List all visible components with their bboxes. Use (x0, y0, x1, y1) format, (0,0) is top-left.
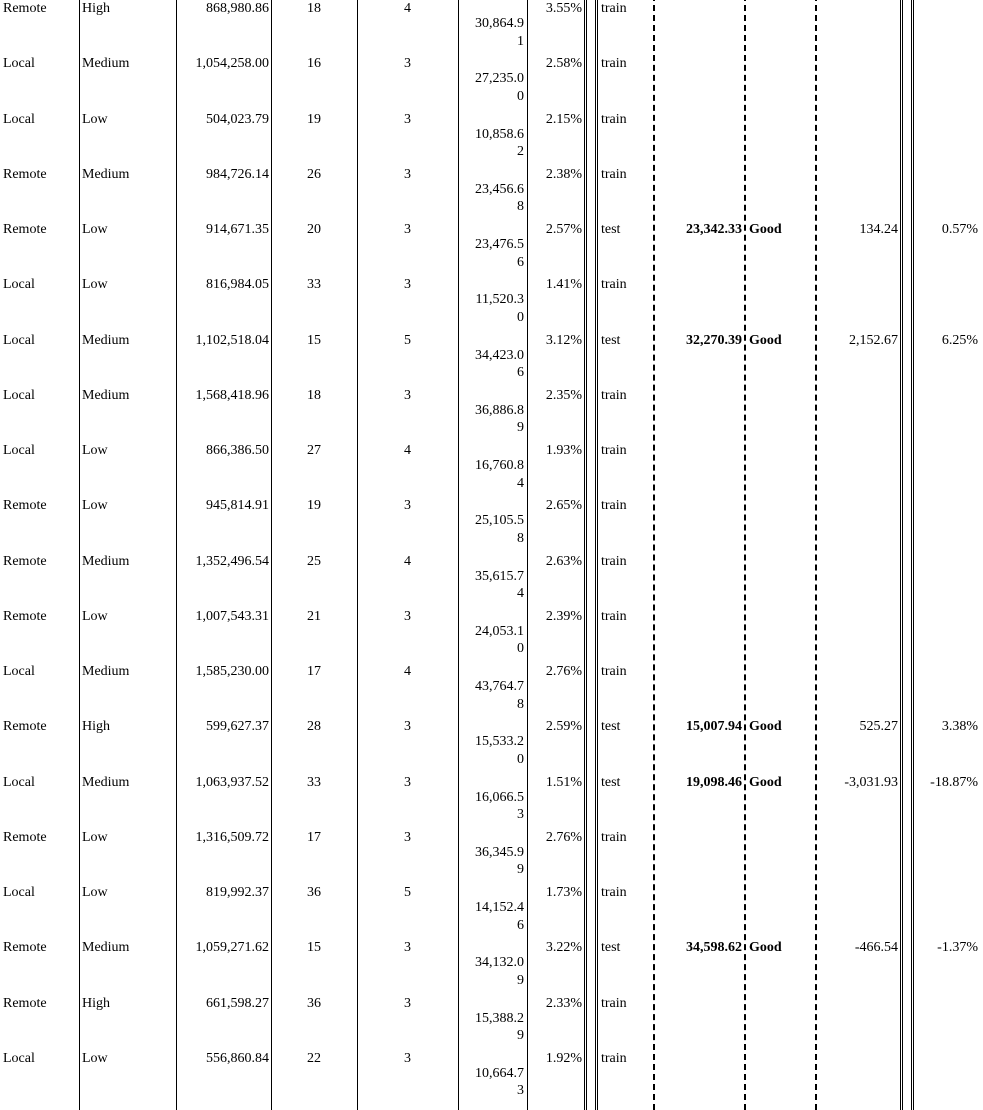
rank-cell: 3 (404, 166, 411, 182)
split-cell: train (601, 111, 627, 127)
diff-cell (818, 111, 898, 128)
count-cell: 21 (307, 608, 321, 624)
rating-cell (749, 608, 813, 625)
rank-cell: 4 (404, 553, 411, 569)
value-cell-tail: 0 (517, 309, 524, 325)
location-cell: Remote (3, 829, 47, 845)
level-cell: Low (82, 885, 108, 900)
amount-cell: 1,352,496.54 (195, 553, 269, 569)
level-cell: Medium (82, 166, 130, 182)
percent-cell: 1.73% (545, 885, 582, 900)
value-cell-main: 11,520.3 (475, 292, 524, 308)
diff-pct-cell (915, 55, 978, 72)
value-cell-tail: 0 (517, 641, 524, 657)
percent-cell: 2.65% (545, 498, 582, 514)
rating-cell (749, 55, 813, 72)
level-cell: Low (82, 111, 108, 127)
split-cell: train (601, 608, 627, 624)
level-cell: Low (82, 277, 108, 293)
value-cell (460, 291, 524, 326)
count-cell: 15 (307, 940, 321, 956)
diff-pct-cell (915, 884, 978, 901)
column-divider (357, 0, 358, 1110)
value-cell-main: 15,533.2 (475, 734, 524, 750)
value-cell-main: 23,456.6 (475, 181, 524, 197)
count-cell: 33 (307, 774, 321, 790)
diff-pct-cell (915, 553, 978, 570)
percent-cell: 2.39% (545, 608, 582, 624)
location-cell: Remote (3, 995, 47, 1011)
split-cell: train (601, 664, 627, 679)
rating-cell (749, 0, 813, 17)
value-cell (460, 733, 524, 768)
rating-cell: Good (749, 719, 782, 735)
amount-cell: 556,860.84 (206, 1050, 269, 1066)
value-cell (460, 457, 524, 492)
percent-cell: 2.35% (545, 387, 582, 403)
percent-cell: 3.12% (545, 332, 582, 348)
value-cell (460, 844, 524, 879)
percent-cell: 1.92% (545, 1050, 582, 1066)
diff-cell: -466.54 (854, 940, 898, 956)
value-cell (460, 181, 524, 216)
diff-pct-cell (915, 276, 978, 293)
column-divider (458, 0, 459, 1110)
value-cell-tail: 1 (517, 33, 524, 49)
diff-cell (818, 442, 898, 459)
rank-cell: 3 (404, 940, 411, 956)
split-cell: test (601, 774, 621, 790)
column-divider (176, 0, 177, 1110)
location-cell: Local (3, 664, 35, 679)
rating-cell (749, 276, 813, 293)
count-cell: 36 (307, 885, 321, 900)
location-cell: Remote (3, 553, 47, 569)
rank-cell: 3 (404, 995, 411, 1011)
diff-cell (818, 553, 898, 570)
level-cell: Low (82, 1050, 108, 1066)
amount-cell: 1,568,418.96 (195, 387, 269, 403)
rating-cell (749, 553, 813, 570)
diff-pct-cell: -1.37% (937, 940, 978, 956)
diff-pct-cell: -18.87% (930, 774, 978, 790)
amount-cell: 914,671.35 (206, 222, 269, 237)
count-cell: 19 (307, 111, 321, 127)
rank-cell: 4 (404, 443, 411, 458)
diff-pct-cell (915, 111, 978, 128)
diff-pct-cell: 6.25% (941, 332, 978, 348)
value-cell-tail: 3 (517, 1083, 524, 1099)
diff-pct-cell: 3.38% (941, 719, 978, 735)
percent-cell: 2.33% (545, 995, 582, 1011)
value-cell-main: 43,764.7 (475, 679, 524, 694)
location-cell: Local (3, 277, 35, 293)
count-cell: 18 (307, 387, 321, 403)
column-divider (527, 0, 528, 1110)
predicted-cell: 32,270.39 (686, 332, 742, 348)
rating-cell: Good (749, 222, 782, 237)
value-cell-main: 15,388.2 (475, 1010, 524, 1026)
location-cell: Local (3, 387, 35, 403)
value-cell-main: 16,066.5 (475, 789, 524, 805)
amount-cell: 819,992.37 (206, 885, 269, 900)
rating-cell (749, 663, 813, 680)
value-cell-tail: 9 (517, 972, 524, 988)
amount-cell: 866,386.50 (206, 443, 269, 458)
column-divider (271, 0, 272, 1110)
predicted-cell (657, 995, 742, 1012)
percent-cell: 1.93% (545, 443, 582, 458)
rank-cell: 5 (404, 332, 411, 348)
value-cell (460, 568, 524, 603)
rating-cell (749, 442, 813, 459)
location-cell: Local (3, 56, 35, 72)
rating-cell (749, 995, 813, 1012)
rating-cell (749, 884, 813, 901)
value-cell-tail: 0 (517, 751, 524, 767)
percent-cell: 3.22% (545, 940, 582, 956)
diff-cell (818, 55, 898, 72)
value-cell (460, 954, 524, 989)
level-cell: Medium (82, 940, 130, 956)
diff-pct-cell (915, 1050, 978, 1067)
predicted-cell (657, 442, 742, 459)
split-cell: test (601, 332, 621, 348)
rating-cell (749, 829, 813, 846)
rank-cell: 3 (404, 277, 411, 293)
location-cell: Remote (3, 166, 47, 182)
column-divider-double (911, 0, 914, 1110)
split-cell: train (601, 498, 627, 514)
value-cell-tail: 6 (517, 917, 524, 933)
rank-cell: 3 (404, 498, 411, 514)
level-cell: High (82, 1, 110, 16)
diff-pct-cell (915, 387, 978, 404)
predicted-cell (657, 663, 742, 680)
location-cell: Remote (3, 1, 47, 16)
location-cell: Remote (3, 498, 47, 514)
predicted-cell: 15,007.94 (686, 719, 742, 735)
value-cell (460, 678, 524, 713)
value-cell (460, 15, 524, 50)
value-cell (460, 402, 524, 437)
level-cell: Low (82, 608, 108, 624)
rank-cell: 3 (404, 774, 411, 790)
value-cell (460, 126, 524, 161)
percent-cell: 2.57% (545, 222, 582, 237)
value-cell (460, 899, 524, 934)
split-cell: train (601, 56, 627, 72)
percent-cell: 1.41% (545, 277, 582, 293)
diff-cell (818, 884, 898, 901)
level-cell: Medium (82, 553, 130, 569)
value-cell-main: 10,664.7 (475, 1065, 524, 1081)
column-divider-dashed (815, 0, 817, 1110)
split-cell: test (601, 940, 621, 956)
amount-cell: 984,726.14 (206, 166, 269, 182)
level-cell: Medium (82, 387, 130, 403)
predicted-cell (657, 55, 742, 72)
value-cell-main: 35,615.7 (475, 568, 524, 584)
value-cell-tail: 4 (517, 475, 524, 491)
value-cell-tail: 4 (517, 586, 524, 601)
diff-pct-cell (915, 829, 978, 846)
count-cell: 27 (307, 443, 321, 458)
split-cell: train (601, 387, 627, 403)
predicted-cell (657, 111, 742, 128)
split-cell: train (601, 166, 627, 182)
predicted-cell (657, 884, 742, 901)
level-cell: Low (82, 443, 108, 458)
location-cell: Local (3, 443, 35, 458)
rank-cell: 3 (404, 56, 411, 72)
location-cell: Local (3, 885, 35, 900)
amount-cell: 1,585,230.00 (195, 664, 269, 679)
percent-cell: 2.38% (545, 166, 582, 182)
location-cell: Local (3, 332, 35, 348)
rating-cell (749, 166, 813, 183)
split-cell: train (601, 885, 627, 900)
predicted-cell: 19,098.46 (686, 774, 742, 790)
level-cell: High (82, 995, 110, 1011)
value-cell-main: 36,886.8 (475, 402, 524, 418)
split-cell: test (601, 222, 621, 237)
column-divider-double (595, 0, 598, 1110)
rank-cell: 5 (404, 885, 411, 900)
count-cell: 17 (307, 829, 321, 845)
amount-cell: 816,984.05 (206, 277, 269, 293)
value-cell (460, 1010, 524, 1045)
value-cell-tail: 9 (517, 420, 524, 436)
location-cell: Local (3, 774, 35, 790)
level-cell: Low (82, 222, 108, 237)
count-cell: 36 (307, 995, 321, 1011)
diff-cell: 2,152.67 (849, 332, 898, 348)
percent-cell: 2.15% (545, 111, 582, 127)
count-cell: 20 (307, 222, 321, 237)
count-cell: 17 (307, 664, 321, 679)
amount-cell: 1,102,518.04 (195, 332, 269, 348)
predicted-cell (657, 829, 742, 846)
level-cell: Low (82, 498, 108, 514)
value-cell-main: 27,235.0 (475, 71, 524, 87)
count-cell: 22 (307, 1050, 321, 1066)
rank-cell: 3 (404, 387, 411, 403)
amount-cell: 1,007,543.31 (195, 608, 269, 624)
value-cell-main: 25,105.5 (475, 513, 524, 529)
amount-cell: 661,598.27 (206, 995, 269, 1011)
diff-cell: 134.24 (859, 222, 898, 237)
amount-cell: 1,063,937.52 (195, 774, 269, 790)
level-cell: Medium (82, 332, 130, 348)
rank-cell: 3 (404, 719, 411, 735)
predicted-cell (657, 276, 742, 293)
value-cell-main: 36,345.9 (475, 844, 524, 860)
percent-cell: 2.76% (545, 664, 582, 679)
value-cell-tail: 8 (517, 696, 524, 712)
value-cell (460, 623, 524, 658)
diff-pct-cell (915, 0, 978, 17)
diff-cell (818, 663, 898, 680)
split-cell: train (601, 1, 627, 16)
value-cell-tail: 6 (517, 254, 524, 270)
rating-cell: Good (749, 332, 782, 348)
level-cell: Medium (82, 664, 130, 679)
rating-cell (749, 111, 813, 128)
value-cell-tail: 9 (517, 1028, 524, 1043)
level-cell: Medium (82, 56, 130, 72)
location-cell: Remote (3, 940, 47, 956)
count-cell: 25 (307, 553, 321, 569)
level-cell: Medium (82, 774, 130, 790)
value-cell (460, 1065, 524, 1100)
diff-cell (818, 166, 898, 183)
diff-pct-cell (915, 608, 978, 625)
value-cell (460, 512, 524, 547)
percent-cell: 1.51% (545, 774, 582, 790)
location-cell: Remote (3, 608, 47, 624)
percent-cell: 2.76% (545, 829, 582, 845)
split-cell: train (601, 995, 627, 1011)
column-divider-dashed (744, 0, 746, 1110)
split-cell: train (601, 277, 627, 293)
rank-cell: 3 (404, 829, 411, 845)
count-cell: 15 (307, 332, 321, 348)
rank-cell: 3 (404, 222, 411, 237)
diff-cell: -3,031.93 (844, 774, 898, 790)
predicted-cell (657, 553, 742, 570)
rating-cell (749, 1050, 813, 1067)
amount-cell: 1,316,509.72 (195, 829, 269, 845)
value-cell (460, 789, 524, 824)
level-cell: High (82, 719, 110, 735)
value-cell-main: 34,423.0 (475, 347, 524, 363)
diff-pct-cell (915, 663, 978, 680)
value-cell-main: 24,053.1 (475, 623, 524, 639)
value-cell (460, 70, 524, 105)
diff-cell (818, 276, 898, 293)
rank-cell: 4 (404, 1, 411, 16)
diff-pct-cell (915, 995, 978, 1012)
amount-cell: 945,814.91 (206, 498, 269, 514)
predicted-cell (657, 1050, 742, 1067)
amount-cell: 599,627.37 (206, 719, 269, 735)
value-cell-tail: 2 (517, 144, 524, 159)
predicted-cell (657, 608, 742, 625)
percent-cell: 3.55% (545, 1, 582, 16)
location-cell: Remote (3, 719, 47, 735)
value-cell-main: 30,864.9 (475, 16, 524, 31)
value-cell-main: 23,476.5 (475, 237, 524, 252)
location-cell: Local (3, 1050, 35, 1066)
value-cell-tail: 6 (517, 365, 524, 380)
amount-cell: 504,023.79 (206, 111, 269, 127)
value-cell (460, 236, 524, 271)
diff-pct-cell: 0.57% (941, 222, 978, 237)
diff-pct-cell (915, 166, 978, 183)
predicted-cell (657, 0, 742, 17)
value-cell-tail: 8 (517, 530, 524, 546)
diff-pct-cell (915, 442, 978, 459)
split-cell: train (601, 443, 627, 458)
predicted-cell (657, 387, 742, 404)
count-cell: 16 (307, 56, 321, 72)
value-cell-tail: 9 (517, 862, 524, 878)
column-divider-double (584, 0, 587, 1110)
column-divider-dashed (653, 0, 655, 1110)
diff-cell (818, 829, 898, 846)
rating-cell: Good (749, 940, 782, 956)
rank-cell: 4 (404, 664, 411, 679)
diff-cell (818, 1050, 898, 1067)
rank-cell: 3 (404, 608, 411, 624)
value-cell-main: 34,132.0 (475, 955, 524, 971)
predicted-cell: 23,342.33 (686, 222, 742, 237)
percent-cell: 2.58% (545, 56, 582, 72)
diff-pct-cell (915, 497, 978, 514)
value-cell (460, 347, 524, 382)
value-cell-tail: 0 (517, 88, 524, 104)
amount-cell: 1,059,271.62 (195, 940, 269, 956)
diff-cell (818, 995, 898, 1012)
amount-cell: 868,980.86 (206, 1, 269, 16)
level-cell: Low (82, 829, 108, 845)
column-divider-double (900, 0, 903, 1110)
diff-cell: 525.27 (859, 719, 898, 735)
split-cell: train (601, 1050, 627, 1066)
amount-cell: 1,054,258.00 (195, 56, 269, 72)
percent-cell: 2.63% (545, 553, 582, 569)
diff-cell (818, 608, 898, 625)
diff-cell (818, 497, 898, 514)
value-cell-main: 10,858.6 (475, 126, 524, 142)
column-divider (79, 0, 80, 1110)
count-cell: 18 (307, 1, 321, 16)
percent-cell: 2.59% (545, 719, 582, 735)
split-cell: train (601, 553, 627, 569)
split-cell: test (601, 719, 621, 735)
split-cell: train (601, 829, 627, 845)
rating-cell (749, 497, 813, 514)
rating-cell: Good (749, 774, 782, 790)
value-cell-main: 16,760.8 (475, 458, 524, 473)
value-cell-tail: 3 (517, 807, 524, 822)
predicted-cell (657, 497, 742, 514)
count-cell: 26 (307, 166, 321, 182)
location-cell: Remote (3, 222, 47, 237)
diff-cell (818, 0, 898, 17)
rank-cell: 3 (404, 111, 411, 127)
location-cell: Local (3, 111, 35, 127)
value-cell-tail: 8 (517, 199, 524, 215)
count-cell: 28 (307, 719, 321, 735)
predicted-cell (657, 166, 742, 183)
rank-cell: 3 (404, 1050, 411, 1066)
predicted-cell: 34,598.62 (686, 940, 742, 956)
value-cell-main: 14,152.4 (475, 900, 524, 915)
count-cell: 33 (307, 277, 321, 293)
rating-cell (749, 387, 813, 404)
count-cell: 19 (307, 498, 321, 514)
diff-cell (818, 387, 898, 404)
